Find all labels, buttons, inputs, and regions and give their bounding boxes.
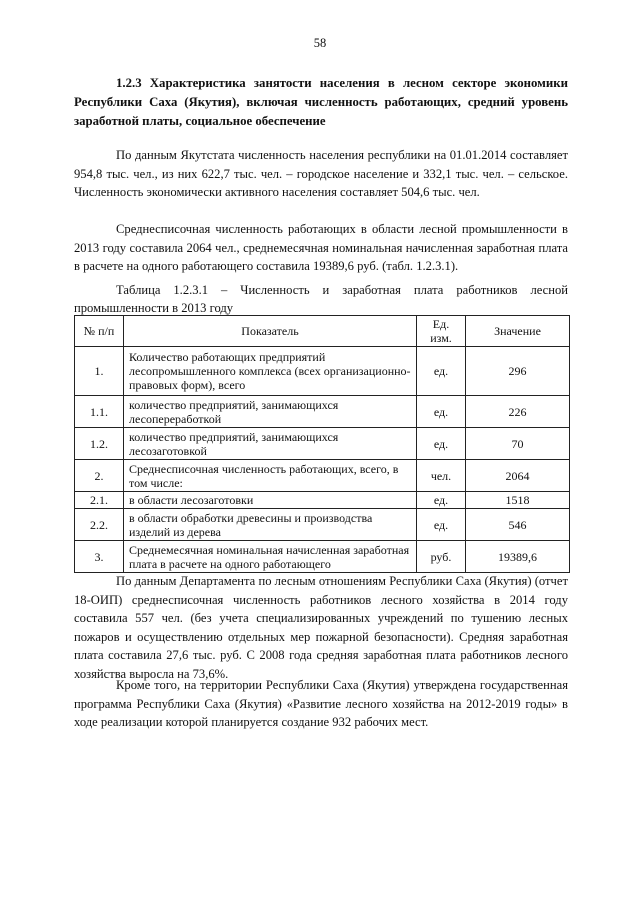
row-value: 546 [466, 509, 570, 541]
header-indicator: Показатель [124, 316, 417, 347]
row-unit: ед. [417, 347, 466, 396]
table-row [75, 428, 570, 460]
row-indicator: в области обработки древесины и производства изделий из дерева [124, 509, 417, 541]
row-unit: ед. [417, 492, 466, 509]
row-unit: руб. [417, 541, 466, 573]
table-header-row [75, 316, 570, 347]
row-num: 2.1. [75, 492, 124, 509]
paragraph-state-program: Кроме того, на территории Республики Саха (Якутия) утверждена государственная программа Республики Саха (Якутия) «Развитие лесного хозяйства на 2012-2019 годы» в ходе реализации которой планируется создание 932 рабочих мест. [74, 678, 568, 729]
row-num: 2.2. [75, 509, 124, 541]
row-num: 1. [75, 347, 124, 396]
header-value: Значение [466, 316, 570, 347]
paragraph-forestry-department: По данным Департамента по лесным отношениям Республики Саха (Якутия) (отчет 18-ОИП) среднесписочная численность работников лесного хозяйства в 2014 году составила 557 чел. (без учета специализированных учреждений по тушению лесных пожаров и осуществлению отдельных мер пожарной безопасности). Средняя заработная плата составила 27,6 тыс. руб. С 2008 года средняя заработная плата работников лесного хозяйства выросла на 73,6%. [74, 574, 568, 681]
paragraph-population: По данным Якутстата численность населения республики на 01.01.2014 составляет 954,8 тыс. чел., из них 622,7 тыс. чел. – городское население и 332,1 тыс. чел. – сельское. Численность экономически активного населения составляет 504,6 тыс. чел. [74, 148, 568, 199]
table-row [75, 396, 570, 428]
row-unit: ед. [417, 509, 466, 541]
row-indicator: Среднемесячная номинальная начисленная заработная плата в расчете на одного работающего [124, 541, 417, 573]
section-heading: 1.2.3 Характеристика занятости населения в лесном секторе экономики Республики Саха (Якутия), включая численность работающих, средний уровень заработной платы, социальное обеспечение [74, 76, 568, 128]
row-num: 1.2. [75, 428, 124, 460]
table-row [75, 460, 570, 492]
row-indicator: количество предприятий, занимающихся лесопереработкой [124, 396, 417, 428]
row-value: 1518 [466, 492, 570, 509]
page-number: 58 [313, 36, 327, 50]
row-unit: ед. [417, 428, 466, 460]
row-value: 296 [466, 347, 570, 396]
employment-table [74, 315, 570, 573]
header-unit: Ед. изм. [417, 316, 466, 347]
table-row [75, 509, 570, 541]
row-value: 19389,6 [466, 541, 570, 573]
row-indicator: Количество работающих предприятий лесопромышленного комплекса (всех организационно-правовых форм), всего [124, 347, 417, 396]
row-unit: ед. [417, 396, 466, 428]
table-caption: Таблица 1.2.3.1 – Численность и заработная плата работников лесной промышленности в 2013 году [74, 283, 568, 315]
table-row [75, 347, 570, 396]
table-row [75, 492, 570, 509]
table-row [75, 541, 570, 573]
header-num: № п/п [75, 316, 124, 347]
row-indicator: количество предприятий, занимающихся лесозаготовкой [124, 428, 417, 460]
row-num: 2. [75, 460, 124, 492]
row-unit: чел. [417, 460, 466, 492]
row-indicator: Среднесписочная численность работающих, всего, в том числе: [124, 460, 417, 492]
row-num: 3. [75, 541, 124, 573]
paragraph-employment: Среднесписочная численность работающих в области лесной промышленности в 2013 году составила 2064 чел., среднемесячная номинальная начисленная заработная плата в расчете на одного работающего составила 19389,6 руб. (табл. 1.2.3.1). [74, 222, 568, 273]
row-value: 70 [466, 428, 570, 460]
row-value: 2064 [466, 460, 570, 492]
row-value: 226 [466, 396, 570, 428]
row-indicator: в области лесозаготовки [124, 492, 417, 509]
row-num: 1.1. [75, 396, 124, 428]
